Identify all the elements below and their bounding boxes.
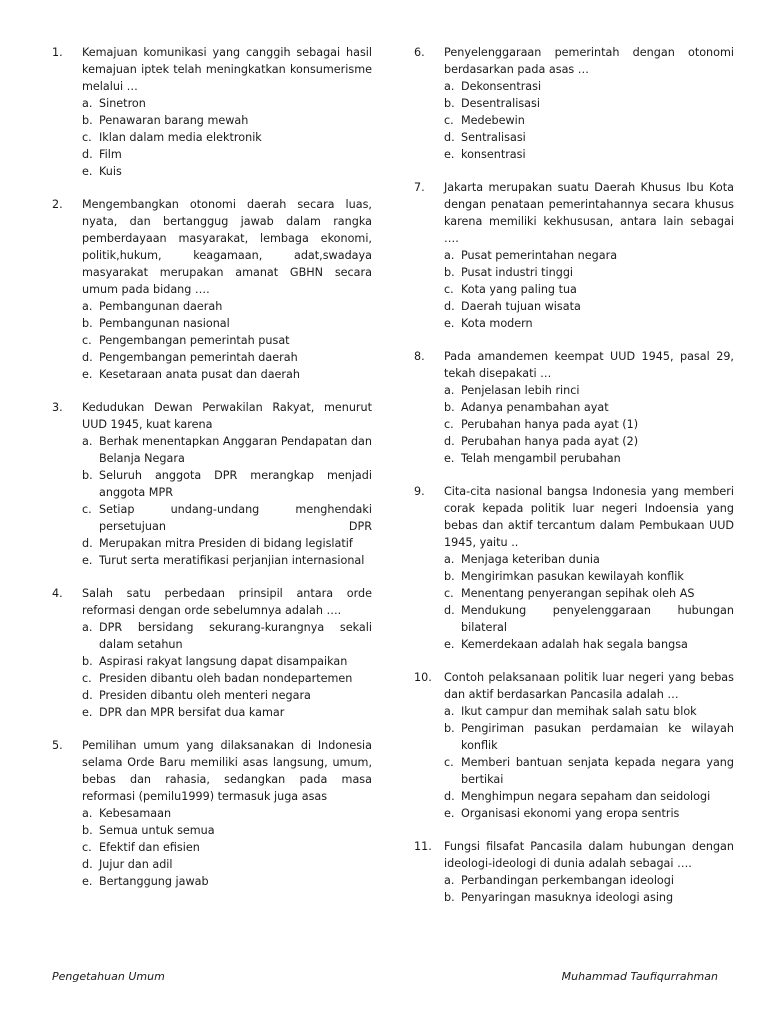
answer-options: [444, 382, 734, 467]
answer-option: [444, 416, 734, 433]
answer-option: [444, 433, 734, 450]
option-letter: d.: [444, 435, 455, 448]
question-number: 1.: [52, 46, 63, 59]
question-number: 6.: [414, 46, 425, 59]
option-text: Ikut campur dan memihak salah satu blok: [461, 705, 697, 718]
option-letter: e.: [444, 638, 455, 651]
answer-option: [82, 704, 372, 721]
answer-option: [444, 247, 734, 264]
option-text: Menentang penyerangan sepihak oleh AS: [461, 587, 695, 600]
answer-option: [444, 298, 734, 315]
option-letter: c.: [444, 587, 454, 600]
option-text: Penyaringan masuknya ideologi asing: [461, 891, 674, 904]
answer-option: [444, 889, 734, 906]
answer-option: [444, 112, 734, 129]
question-text: Pemilihan umum yang dilaksanakan di Indonesia selama Orde Baru memiliki asas langsung, umum, bebas dan rahasia, sedangkan pada masa reformasi (pemilu1999) termasuk juga asas: [82, 739, 372, 803]
answer-option: [82, 163, 372, 180]
answer-option: [444, 264, 734, 281]
option-text: Pengembangan pemerintah pusat: [99, 334, 290, 347]
answer-option: [82, 467, 372, 501]
option-letter: a.: [82, 435, 93, 448]
option-letter: a.: [82, 621, 93, 634]
option-text: Seluruh anggota DPR merangkap menjadi anggota MPR: [99, 469, 372, 499]
option-letter: b.: [444, 722, 455, 735]
answer-option: [82, 349, 372, 366]
option-letter: e.: [82, 368, 93, 381]
option-text: Telah mengambil perubahan: [461, 452, 621, 465]
question-number: 4.: [52, 587, 63, 600]
answer-option: [444, 315, 734, 332]
option-text: Semua untuk semua: [99, 824, 215, 837]
answer-option: [82, 535, 372, 552]
answer-option: [82, 856, 372, 873]
option-letter: a.: [82, 97, 93, 110]
option-letter: a.: [82, 807, 93, 820]
question-number: 11.: [414, 840, 432, 853]
question-text: Salah satu perbedaan prinsipil antara orde reformasi dengan orde sebelumnya adalah ….: [82, 587, 372, 617]
answer-option: [444, 636, 734, 653]
option-letter: c.: [444, 114, 454, 127]
option-letter: e.: [82, 165, 93, 178]
option-text: Film: [99, 148, 122, 161]
answer-option: [444, 281, 734, 298]
answer-option: [444, 703, 734, 720]
option-letter: e.: [444, 452, 455, 465]
answer-option: [82, 670, 372, 687]
question-text: Kemajuan komunikasi yang canggih sebagai hasil kemajuan iptek telah meningkatkan konsumerisme melalui …: [82, 46, 372, 93]
option-text: Perubahan hanya pada ayat (1): [461, 418, 639, 431]
answer-option: [82, 873, 372, 890]
option-text: Perubahan hanya pada ayat (2): [461, 435, 639, 448]
question-item: [414, 669, 734, 822]
option-letter: b.: [444, 570, 455, 583]
option-text: Adanya penambahan ayat: [461, 401, 609, 414]
option-text: Penawaran barang mewah: [99, 114, 249, 127]
option-text: Dekonsentrasi: [461, 80, 542, 93]
question-text: Pada amandemen keempat UUD 1945, pasal 29, tekah disepakati …: [444, 350, 734, 380]
option-text: Daerah tujuan wisata: [461, 300, 581, 313]
option-text: Pengembangan pemerintah daerah: [99, 351, 298, 364]
answer-option: [82, 95, 372, 112]
option-letter: c.: [444, 283, 454, 296]
option-text: Sentralisasi: [461, 131, 526, 144]
option-text: konsentrasi: [461, 148, 526, 161]
answer-option: [444, 585, 734, 602]
option-text: Organisasi ekonomi yang eropa sentris: [461, 807, 680, 820]
option-letter: a.: [444, 249, 455, 262]
answer-options: [444, 247, 734, 332]
answer-option: [444, 805, 734, 822]
option-letter: a.: [82, 300, 93, 313]
option-text: Pembangunan daerah: [99, 300, 223, 313]
option-letter: d.: [82, 351, 93, 364]
option-letter: d.: [444, 790, 455, 803]
question-text: Kedudukan Dewan Perwakilan Rakyat, menurut UUD 1945, kuat karena: [82, 401, 372, 431]
answer-options: [82, 298, 372, 383]
answer-option: [82, 332, 372, 349]
option-text: Sinetron: [99, 97, 146, 110]
answer-option: [444, 95, 734, 112]
option-letter: a.: [444, 874, 455, 887]
option-letter: d.: [82, 689, 93, 702]
question-item: [414, 179, 734, 332]
answer-options: [444, 551, 734, 653]
option-letter: c.: [82, 334, 92, 347]
option-letter: b.: [444, 401, 455, 414]
answer-option: [82, 315, 372, 332]
option-letter: a.: [444, 80, 455, 93]
answer-option: [444, 450, 734, 467]
answer-option: [82, 298, 372, 315]
option-letter: e.: [82, 875, 93, 888]
option-text: Kota yang paling tua: [461, 283, 577, 296]
option-letter: b.: [82, 469, 93, 482]
option-text: Presiden dibantu oleh badan nondepartemen: [99, 672, 353, 685]
option-letter: d.: [444, 300, 455, 313]
answer-option: [444, 720, 734, 754]
answer-option: [82, 839, 372, 856]
option-letter: e.: [82, 706, 93, 719]
question-text: Cita-cita nasional bangsa Indonesia yang memberi corak kepada politik luar negeri Indoensia yang bebas dan aktif tercantum dalam Pembukaan UUD 1945, yaitu ..: [444, 485, 734, 549]
question-item: [52, 399, 372, 569]
option-letter: c.: [82, 841, 92, 854]
option-letter: d.: [444, 604, 455, 617]
option-text: Kebesamaan: [99, 807, 172, 820]
option-letter: a.: [444, 705, 455, 718]
question-text: Jakarta merupakan suatu Daerah Khusus Ibu Kota dengan penataan pemerintahannya secara khusus karena memiliki kekhususan, antara lain sebagai ….: [444, 181, 734, 245]
option-letter: c.: [444, 418, 454, 431]
option-text: Merupakan mitra Presiden di bidang legislatif: [99, 537, 353, 550]
question-text: Mengembangkan otonomi daerah secara luas, nyata, dan bertanggug jawab dalam rangka pemberdayaan masyarakat, lembaga ekonomi, politik,hukum, keagamaan, adat,swadaya masyarakat merupakan amanat GBHN secara umum pada bidang ….: [82, 198, 372, 296]
option-letter: b.: [444, 891, 455, 904]
answer-options: [82, 95, 372, 180]
option-text: Mengirimkan pasukan kewilayah konflik: [461, 570, 684, 583]
answer-option: [82, 501, 372, 535]
answer-option: [82, 552, 372, 569]
answer-option: [82, 653, 372, 670]
option-text: Efektif dan efisien: [99, 841, 200, 854]
option-text: Memberi bantuan senjata kepada negara yang bertikai: [461, 756, 734, 786]
answer-options: [444, 703, 734, 822]
question-column-left: [52, 44, 372, 890]
option-text: Presiden dibantu oleh menteri negara: [99, 689, 311, 702]
answer-option: [82, 822, 372, 839]
answer-options: [444, 78, 734, 163]
answer-option: [444, 754, 734, 788]
option-text: Perbandingan perkembangan ideologi: [461, 874, 674, 887]
option-letter: c.: [82, 672, 92, 685]
answer-options: [82, 805, 372, 890]
option-text: Bertanggung jawab: [99, 875, 209, 888]
answer-options: [444, 872, 734, 906]
option-text: Setiap undang-undang menghendaki persetujuan DPR: [99, 503, 372, 533]
option-text: Aspirasi rakyat langsung dapat disampaikan: [99, 655, 348, 668]
question-item: [414, 348, 734, 467]
question-number: 3.: [52, 401, 63, 414]
question-text: Penyelenggaraan pemerintah dengan otonomi berdasarkan pada asas …: [444, 46, 734, 76]
option-letter: e.: [444, 317, 455, 330]
question-number: 8.: [414, 350, 425, 363]
option-letter: e.: [82, 554, 93, 567]
answer-option: [444, 602, 734, 636]
answer-option: [82, 619, 372, 653]
answer-option: [444, 872, 734, 889]
answer-options: [82, 619, 372, 721]
answer-option: [444, 78, 734, 95]
option-text: Pembangunan nasional: [99, 317, 230, 330]
option-letter: d.: [82, 537, 93, 550]
option-letter: e.: [444, 148, 455, 161]
question-number: 9.: [414, 485, 425, 498]
option-letter: a.: [444, 553, 455, 566]
option-text: Menjaga keteriban dunia: [461, 553, 600, 566]
question-item: [52, 737, 372, 890]
question-number: 2.: [52, 198, 63, 211]
option-text: Kemerdekaan adalah hak segala bangsa: [461, 638, 688, 651]
option-text: Turut serta meratifikasi perjanjian internasional: [99, 554, 365, 567]
question-item: [414, 838, 734, 906]
option-text: Pusat industri tinggi: [461, 266, 574, 279]
option-text: Iklan dalam media elektronik: [99, 131, 262, 144]
option-text: Kuis: [99, 165, 122, 178]
answer-option: [444, 399, 734, 416]
question-item: [52, 44, 372, 180]
option-letter: b.: [82, 317, 93, 330]
question-item: [414, 483, 734, 653]
answer-option: [82, 366, 372, 383]
footer-author: Muhammad Taufiqurrahman: [561, 970, 718, 983]
question-item: [414, 44, 734, 163]
option-text: DPR bersidang sekurang-kurangnya sekali dalam setahun: [99, 621, 372, 651]
question-text: Contoh pelaksanaan politik luar negeri yang bebas dan aktif berdasarkan Pancasila adalah …: [444, 671, 734, 701]
option-letter: c.: [444, 756, 454, 769]
answer-option: [444, 382, 734, 399]
option-letter: b.: [82, 824, 93, 837]
option-letter: d.: [82, 148, 93, 161]
footer-subject: Pengetahuan Umum: [52, 970, 165, 983]
answer-option: [444, 146, 734, 163]
answer-option: [82, 433, 372, 467]
option-letter: a.: [444, 384, 455, 397]
answer-option: [82, 687, 372, 704]
option-text: Pengiriman pasukan perdamaian ke wilayah konflik: [461, 722, 734, 752]
question-number: 7.: [414, 181, 425, 194]
answer-option: [82, 112, 372, 129]
question-number: 5.: [52, 739, 63, 752]
option-text: Kota modern: [461, 317, 533, 330]
option-letter: e.: [444, 807, 455, 820]
option-letter: d.: [444, 131, 455, 144]
option-text: Jujur dan adil: [99, 858, 173, 871]
option-text: Menghimpun negara sepaham dan seidologi: [461, 790, 711, 803]
answer-options: [82, 433, 372, 569]
option-letter: c.: [82, 131, 92, 144]
option-text: Kesetaraan anata pusat dan daerah: [99, 368, 300, 381]
answer-option: [82, 805, 372, 822]
question-text: Fungsi filsafat Pancasila dalam hubungan dengan ideologi-ideologi di dunia adalah sebagai ….: [444, 840, 734, 870]
option-text: Pusat pemerintahan negara: [461, 249, 618, 262]
option-text: Penjelasan lebih rinci: [461, 384, 580, 397]
option-text: Desentralisasi: [461, 97, 540, 110]
answer-option: [82, 129, 372, 146]
option-letter: c.: [82, 503, 92, 516]
question-number: 10.: [414, 671, 432, 684]
option-letter: b.: [82, 655, 93, 668]
answer-option: [82, 146, 372, 163]
option-text: Mendukung penyelenggaraan hubungan bilateral: [461, 604, 734, 634]
option-text: Berhak menentapkan Anggaran Pendapatan dan Belanja Negara: [99, 435, 372, 465]
option-letter: d.: [82, 858, 93, 871]
option-letter: b.: [444, 266, 455, 279]
question-column-right: [414, 44, 734, 906]
answer-option: [444, 129, 734, 146]
answer-option: [444, 788, 734, 805]
answer-option: [444, 551, 734, 568]
question-item: [52, 585, 372, 721]
answer-option: [444, 568, 734, 585]
option-text: Medebewin: [461, 114, 525, 127]
option-letter: b.: [82, 114, 93, 127]
question-item: [52, 196, 372, 383]
option-text: DPR dan MPR bersifat dua kamar: [99, 706, 285, 719]
option-letter: b.: [444, 97, 455, 110]
